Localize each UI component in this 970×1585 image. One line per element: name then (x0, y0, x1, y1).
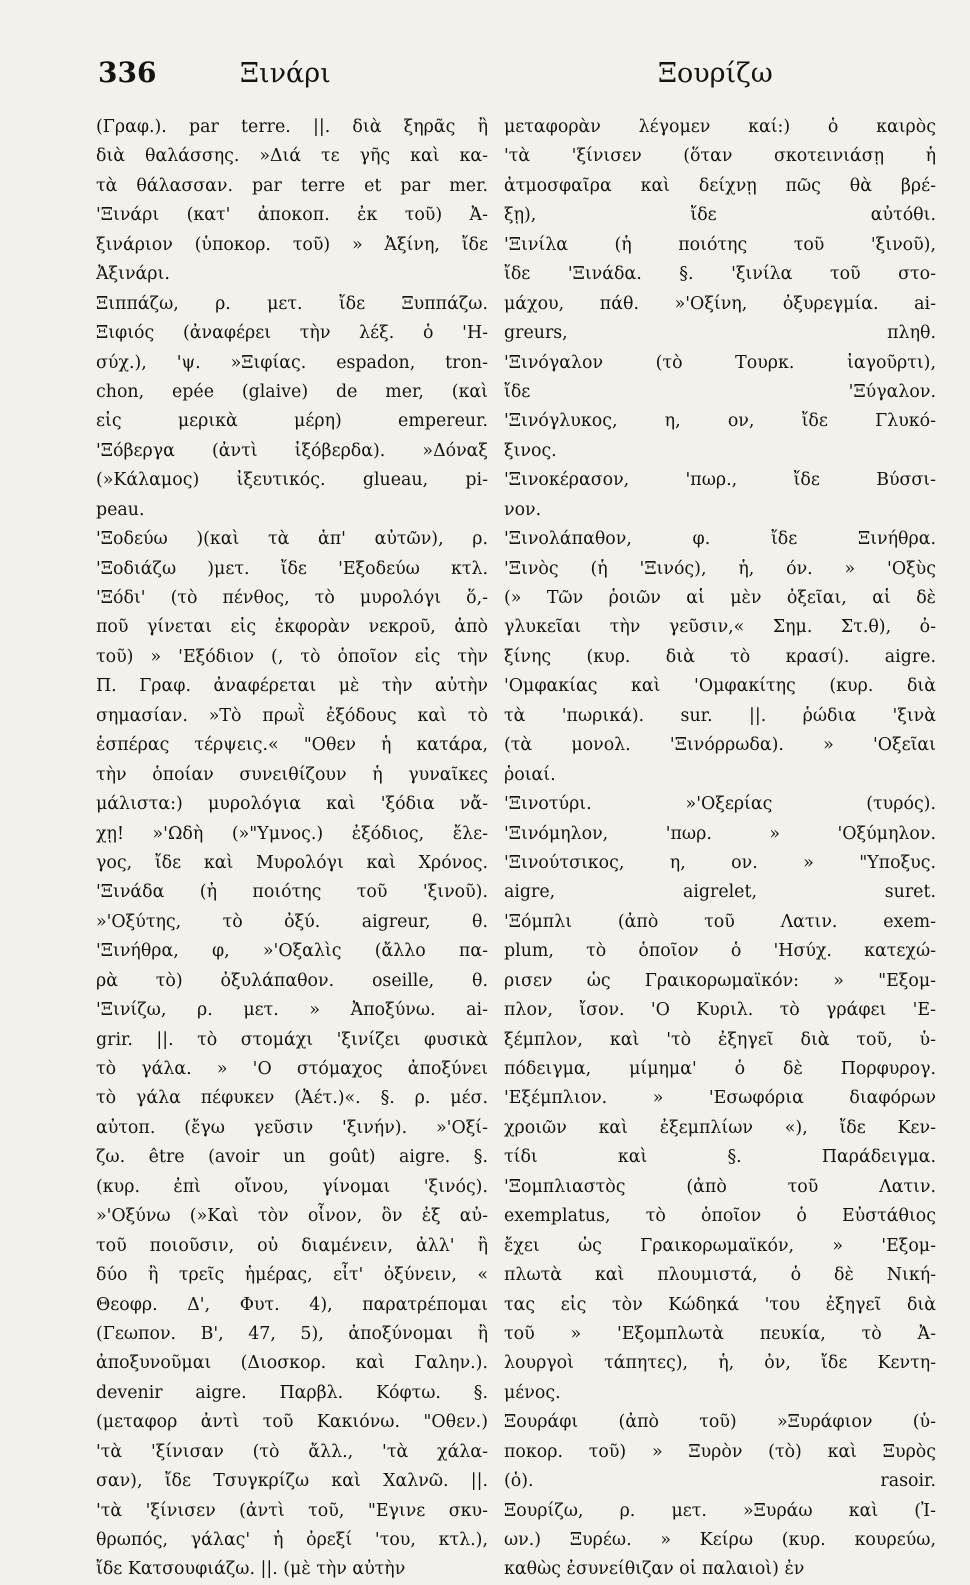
entry-line: τοῦ » 'Εξομπλωτὰ πευκία, τὸ Ἀ- (504, 1323, 936, 1344)
right-headword: Ξουρίζω (658, 58, 773, 89)
entry-line: 'Ξόδι' (τὸ πένθος, τὸ μυρολόγι ὅ,- (96, 588, 488, 608)
entry-line: ξινος. (504, 440, 557, 461)
entry-line: 'Ξινίλα (ἡ ποιότης τοῦ 'ξινοῦ), (504, 234, 936, 255)
entry-line: νον. (504, 499, 542, 520)
entry-line: (Γραφ.). par terre. ||. διὰ ξηρᾶς ἢ (96, 117, 488, 137)
entry-line: ἀποξυνοῦμαι (Διοσκορ. καὶ Γαλην.). (96, 1353, 488, 1374)
entry-line: ἴδε 'Ξινάδα. §. 'ξινίλα τοῦ στο- (504, 264, 936, 285)
entry-line: διὰ θαλάσσης. »Διά τε γῆς καὶ κα- (96, 146, 488, 167)
entry-line: μένος. (504, 1382, 561, 1403)
entry-line: ξίνης (κυρ. διὰ τὸ κρασί). aigre. (504, 646, 936, 667)
entry-line: »'Οξύνω (»Καὶ τὸν οἶνον, ὃν ἐξ αὐ- (96, 1206, 488, 1227)
entry-line: 'Ξόμπλι (ἀπὸ τοῦ Λατιν. exem- (504, 911, 936, 932)
entry-line: γος, ἴδε καὶ Μυρολόγι καὶ Χρόνος. (96, 852, 488, 873)
entry-line: ἴδε 'Ξύγαλον. (504, 381, 936, 402)
entry-line: πόδειγμα, μίμημα' ὁ δὲ Πορφυρογ. (504, 1059, 936, 1079)
entry-line: τὰ 'πωρικά). sur. ||. ῥώδια 'ξινὰ (504, 705, 936, 726)
entry-line: τας εἰς τὸν Κώδηκά 'του ἐξηγεῖ διὰ (504, 1294, 936, 1315)
entry-line: τὸ γάλα. » 'Ο στόμαχος ἀποξύνει (96, 1059, 488, 1079)
entry-line: Ξιφιός (ἀναφέρει τὴν λέξ. ὁ 'Η- (96, 323, 488, 344)
entry-line: Ἀξινάρι. (96, 264, 170, 285)
entry-line: ζω. être (avoir un goût) aigre. §. (96, 1147, 488, 1168)
entry-line: aigre, aigrelet, suret. (504, 882, 936, 903)
entry-line: ποῦ γίνεται εἰς ἐκφορὰν νεκροῦ, ἀπὸ (96, 617, 488, 638)
entry-line: Ξουρίζω, ρ. μετ. »Ξυράω καὶ (Ἰ- (504, 1500, 936, 1521)
entry-line: ῥοιαί. (504, 764, 556, 785)
entry-line: ἀτμοσφαῖρα καὶ δείχνῃ πῶς θὰ βρέ- (504, 175, 936, 196)
entry-line: καθὼς ἐσυνείθιζαν οἱ παλαιοὶ) ἐν (504, 1559, 805, 1580)
entry-line: σημασίαν. »Τὸ πρωῒ ἐξόδους καὶ τὸ (96, 705, 488, 726)
entry-line: τὰ θάλασσαν. par terre et par mer. (96, 175, 488, 196)
right-column (504, 113, 936, 1585)
entry-line: 'Ξινόγαλον (τὸ Τουρκ. ἰαγοῦρτι), (504, 352, 936, 373)
entry-line: τὴν ὁποίαν συνειθίζουν ἡ γυναῖκες (96, 764, 488, 785)
entry-line: 'Εξέμπλιον. » 'Εσωφόρια διαφόρων (504, 1088, 936, 1109)
entry-line: ἴδε Κατσουφιάζω. ||. (μὲ τὴν αὐτὴν (96, 1559, 406, 1580)
entry-line: Ξιππάζω, ρ. μετ. ἴδε Ξυππάζω. (96, 293, 488, 314)
entry-line: ρὰ τὸ) ὀξυλάπαθον. oseille, θ. (96, 970, 488, 991)
entry-line: ξινάριον (ὑποκορ. τοῦ) » Ἀξίνη, ἴδε (96, 234, 488, 255)
entry-line: 'Ξινήθρα, φ, »'Οξαλὶς (ἄλλο πα- (96, 941, 488, 962)
entry-line: ἔχει ὡς Γραικορωμαϊκόν, » 'Εξομ- (504, 1235, 936, 1256)
entry-line: Ξουράφι (ἀπὸ τοῦ) »Ξυράφιον (ὑ- (504, 1412, 936, 1433)
entry-line: ρισεν ὡς Γραικορωμαϊκόν: » "Εξομ- (504, 970, 936, 991)
entry-line: σύχ.), 'ψ. »Ξιφίας. espadon, tron- (96, 352, 488, 373)
entry-line: 'Ξοδιάζω )μετ. ἴδε 'Εξοδεύω κτλ. (96, 558, 488, 579)
entry-line: 'Ξινολάπαθον, φ. ἴδε Ξινήθρα. (504, 529, 936, 550)
entry-line: greurs, πληθ. (504, 323, 936, 344)
entry-line: ξέμπλον, καὶ 'τὸ ἐξηγεῖ διὰ τοῦ, ὑ- (504, 1029, 936, 1050)
entry-line: τὸ γάλα πέφυκεν (Ἀέτ.)«. §. ρ. μέσ. (96, 1088, 488, 1109)
entry-line: πλωτὰ καὶ πλουμιστά, ὁ δὲ Νική- (504, 1265, 936, 1286)
entry-line: exemplatus, τὸ ὁποῖον ὁ Εὐστάθιος (504, 1206, 936, 1227)
entry-line: (»Κάλαμος) ἰξευτικός. glueau, pi- (96, 470, 488, 491)
entry-line: 'Ξινάδα (ἡ ποιότης τοῦ 'ξινοῦ). (96, 882, 488, 903)
entry-line: χροιῶν καὶ ἐξεμπλίων «), ἴδε Κεν- (504, 1117, 936, 1138)
entry-line: εἰς μερικὰ μέρη) empereur. (96, 411, 488, 432)
entry-line: 'τὰ 'ξίνισαν (τὸ ἄλλ., 'τὰ χάλα- (96, 1441, 488, 1462)
entry-line: 'Ξομπλιαστὸς (ἀπὸ τοῦ Λατιν. (504, 1176, 936, 1197)
entry-line: devenir aigre. Παρβλ. Κόφτω. §. (96, 1382, 488, 1403)
running-head (0, 56, 970, 100)
entry-line: (κυρ. ἐπὶ οἴνου, γίνομαι 'ξινός). (96, 1176, 488, 1197)
entry-line: 'Ξινόμηλον, 'πωρ. » 'Οξύμηλον. (504, 823, 936, 844)
entry-line: αὐτοπ. (ἔγω γεῦσιν 'ξινήν). »'Οξί- (96, 1117, 488, 1138)
entry-line: σαν), ἴδε Τσυγκρίζω καὶ Χαλνῶ. ||. (96, 1471, 488, 1492)
entry-line: Θεοφρ. Δ', Φυτ. 4), παρατρέπομαι (96, 1294, 488, 1315)
entry-line: μάλιστα:) μυρολόγια καὶ 'ξόδια νἄ- (96, 794, 488, 815)
entry-line: τοῦ ποιοῦσιν, οὐ διαμένειν, ἀλλ' ἢ (96, 1235, 488, 1256)
entry-line: 'Ξόβεργα (ἀντὶ ἰξόβερδα). »Δόναξ (96, 440, 488, 461)
entry-line: γλυκεῖαι τὴν γεῦσιν,« Σημ. Στ.θ), ὀ- (504, 617, 936, 638)
left-headword: Ξινάρι (240, 58, 331, 89)
entry-line: ων.) Ξυρέω. » Κείρω (κυρ. κουρεύω, (504, 1530, 936, 1550)
entry-line: 'Ξινοκέρασον, 'πωρ., ἴδε Βύσσι- (504, 470, 936, 491)
entry-line: 'τὰ 'ξίνισεν (ὅταν σκοτεινιάσῃ ἡ (504, 146, 936, 167)
entry-line: χῃ! »'Ωδὴ (»"Υμνος.) ἐξόδιος, ἔλε- (96, 823, 488, 844)
entry-line: μεταφορὰν λέγομεν καί:) ὁ καιρὸς (504, 117, 936, 137)
entry-line: 'Ομφακίας καὶ 'Ομφακίτης (κυρ. διὰ (504, 676, 936, 697)
entry-line: peau. (96, 499, 145, 520)
left-column (96, 113, 488, 1585)
page-number: 336 (98, 56, 157, 89)
entry-line: λουργοὶ τάπητες), ἡ, ὀν, ἴδε Κεντη- (504, 1353, 936, 1374)
entry-line: (τὰ μονολ. 'Ξινόρρωδα). » 'Οξεῖαι (504, 735, 936, 756)
entry-line: τίδι καὶ §. Παράδειγμα. (504, 1147, 936, 1168)
entry-line: 'Ξινόγλυκος, η, ον, ἴδε Γλυκό- (504, 411, 936, 432)
entry-line: (Γεωπον. Β', 47, 5), ἀποξύνομαι ἢ (96, 1323, 488, 1344)
entry-line: θρωπός, γάλας' ἡ ὀρεξί 'του, κτλ.), (96, 1530, 488, 1550)
entry-line: 'Ξοδεύω )(καὶ τὰ ἀπ' αὐτῶν), ρ. (96, 529, 488, 550)
entry-line: πλον, ἴσον. 'Ο Κυριλ. τὸ γράφει 'Ε- (504, 1000, 936, 1021)
entry-line: 'Ξινὸς (ἡ 'Ξινός), ἡ, όν. » 'Οξὺς (504, 558, 936, 579)
entry-line: chon, epée (glaive) de mer, (καὶ (96, 381, 488, 402)
entry-line: 'τὰ 'ξίνισεν (ἀντὶ τοῦ, "Εγινε σκυ- (96, 1500, 488, 1521)
entry-line: τοῦ) » 'Εξόδιον (, τὸ ὁποῖον εἰς τὴν (96, 646, 488, 667)
entry-line: (μεταφορ ἀντὶ τοῦ Κακιόνω. "Οθεν.) (96, 1412, 488, 1433)
entry-line: (» Τῶν ῥοιῶν αἱ μὲν ὀξεῖαι, αἱ δὲ (504, 588, 936, 608)
entry-line: grir. ||. τὸ στομάχι 'ξινίζει φυσικὰ (96, 1029, 488, 1050)
entry-line: »'Οξύτης, τὸ ὀξύ. aigreur, θ. (96, 911, 488, 932)
entry-line: ξῃ), ἴδε αὐτόθι. (504, 205, 936, 226)
entry-line: 'Ξινοτύρι. »'Οξερίας (τυρός). (504, 794, 936, 815)
entry-line: ποκορ. τοῦ) » Ξυρὸν (τὸ) καὶ Ξυρὸς (504, 1441, 936, 1462)
entry-line: plum, τὸ ὁποῖον ὁ 'Ησύχ. κατεχώ- (504, 941, 936, 962)
entry-line: μάχου, πάθ. »'Οξίνη, ὀξυρεγμία. ai- (504, 293, 936, 314)
entry-line: 'Ξινίζω, ρ. μετ. » Ἀποξύνω. ai- (96, 1000, 488, 1021)
entry-line: Π. Γραφ. ἀναφέρεται μὲ τὴν αὐτὴν (96, 676, 488, 697)
entry-line: 'Ξινάρι (κατ' ἀποκοπ. ἐκ τοῦ) Ἀ- (96, 205, 488, 226)
entry-line: ἑσπέρας τέρψεις.« "Οθεν ἡ κατάρα, (96, 735, 488, 756)
entry-line: 'Ξινούτσικος, η, ον. » "Υποξυς. (504, 852, 936, 873)
entry-line: δύο ἢ τρεῖς ἡμέρας, εἶτ' ὀξύνειν, « (96, 1265, 488, 1286)
entry-line: (ὁ). rasoir. (504, 1471, 936, 1492)
